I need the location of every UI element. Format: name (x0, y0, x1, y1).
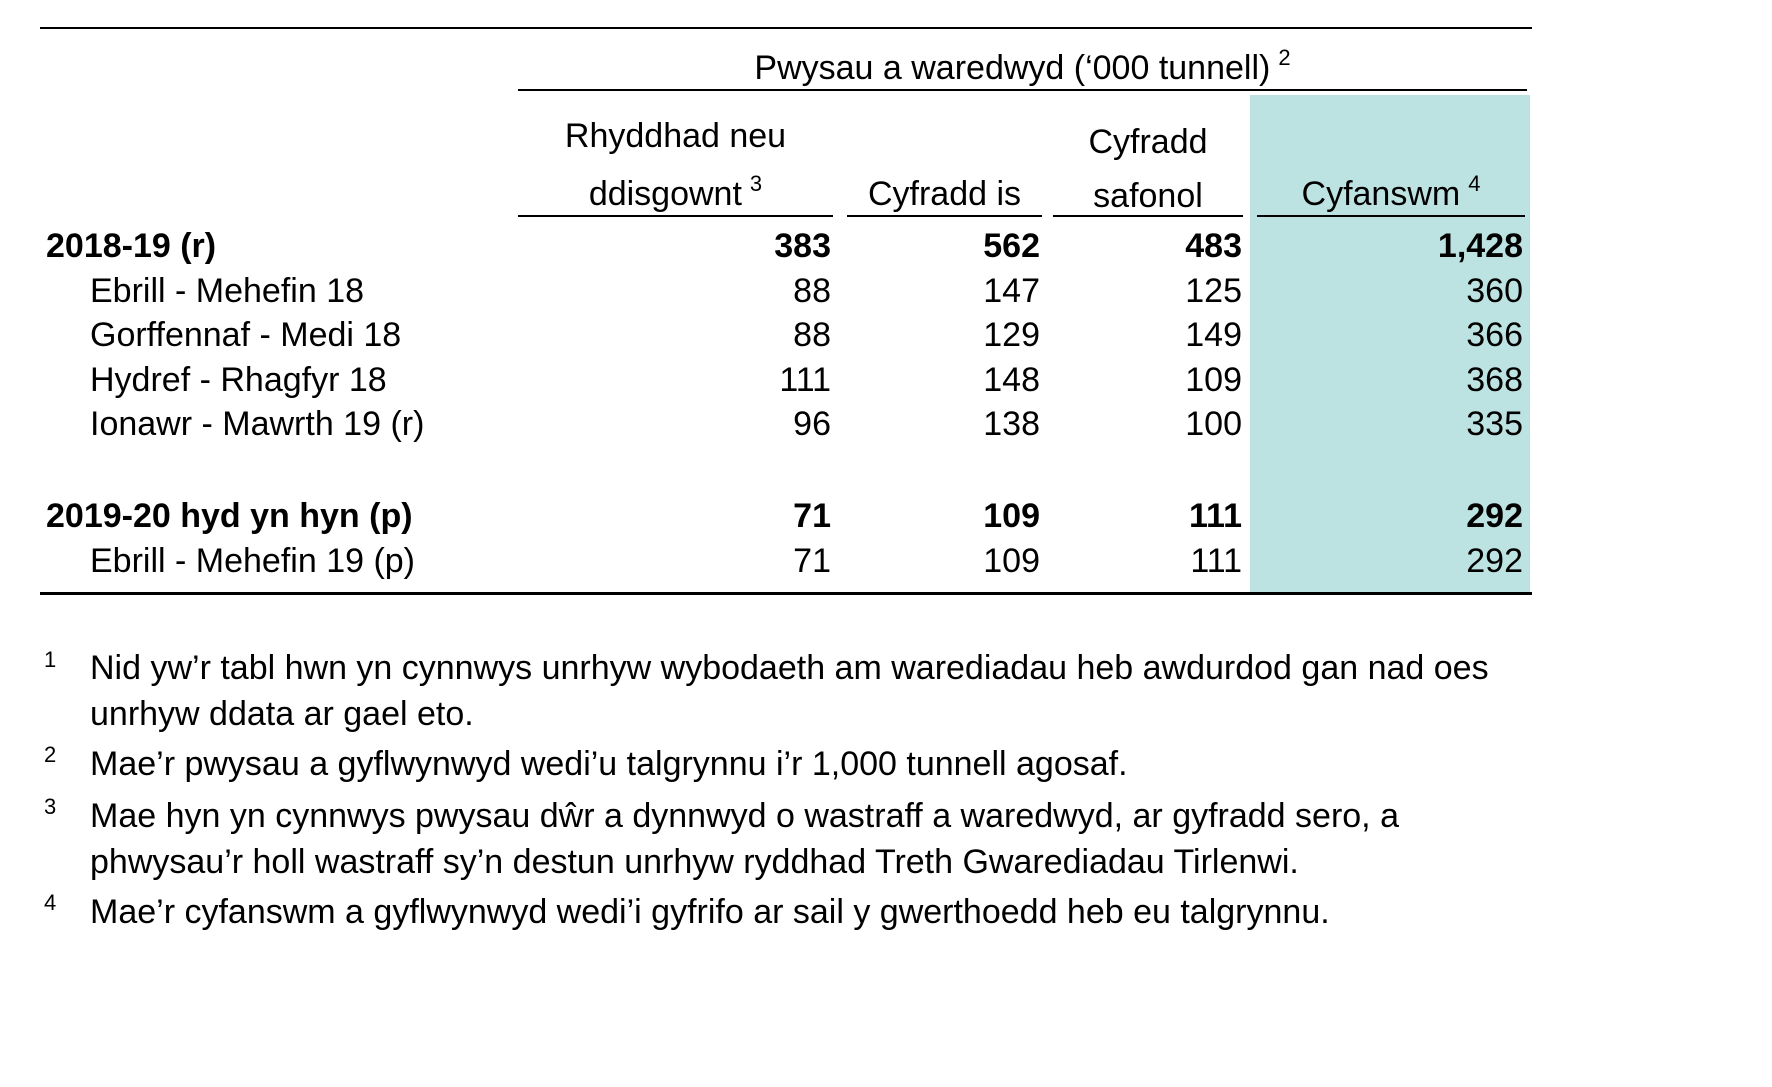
column-header-line1: Rhyddhad neu (564, 117, 787, 155)
row-label: Ionawr - Mawrth 19 (r) (90, 405, 425, 443)
table-top-rule (40, 27, 1532, 29)
row-label: Hydref - Rhagfyr 18 (90, 361, 387, 399)
cell-relief: 71 (793, 497, 831, 535)
footnote-ref: 4 (1468, 171, 1481, 196)
cell-relief: 383 (774, 227, 831, 265)
footnote-ref: 3 (749, 171, 763, 196)
row-label: 2018-19 (r) (46, 227, 217, 265)
group-header (518, 44, 1527, 92)
cell-total: 368 (1466, 361, 1523, 399)
cell-total: 292 (1466, 542, 1523, 580)
cell-standard-rate: 125 (1185, 272, 1242, 310)
column-header-line2: ddisgownt (588, 175, 742, 213)
cell-standard-rate: 149 (1185, 316, 1242, 354)
column-header-line2: Cyfradd is (867, 175, 1022, 213)
row-label: 2019-20 hyd yn hyn (p) (46, 497, 413, 535)
footnote-ref: 2 (1278, 45, 1291, 70)
column-header-relief (518, 107, 833, 223)
row-label: Ebrill - Mehefin 18 (90, 272, 365, 310)
cell-relief: 96 (793, 405, 831, 443)
cell-total: 335 (1466, 405, 1523, 443)
footnote-number: 3 (44, 794, 57, 819)
footnote-number: 4 (44, 890, 57, 915)
table-bottom-rule (40, 592, 1532, 595)
footnote-text: Mae’r cyfanswm a gyflwynwyd wedi’i gyfrifo ar sail y gwerthoedd heb eu talgrynnu. (90, 893, 1330, 931)
cell-total: 366 (1466, 316, 1523, 354)
column-header-line2: Cyfanswm (1301, 175, 1461, 213)
cell-standard-rate: 483 (1185, 227, 1242, 265)
group-header-label: Pwysau a waredwyd (‘000 tunnell) (754, 49, 1271, 87)
footnote-text: Mae hyn yn cynnwys pwysau dŵr a dynnwyd o wastraff a waredwyd, ar gyfradd sero, a phwysau’r holl wastraff sy’n destun unrhyw ryddhad Treth Gwarediadau Tirlenwi. (90, 797, 1399, 881)
cell-lower-rate: 138 (983, 405, 1040, 443)
cell-relief: 71 (793, 542, 831, 580)
cell-lower-rate: 129 (983, 316, 1040, 354)
cell-relief: 111 (779, 361, 831, 399)
cell-lower-rate: 109 (983, 497, 1040, 535)
cell-lower-rate: 148 (983, 361, 1040, 399)
cell-standard-rate: 100 (1185, 405, 1242, 443)
column-header-line1 (1257, 107, 1525, 165)
column-header-lower-rate (847, 107, 1042, 223)
cell-relief: 88 (793, 272, 831, 310)
column-header-line1 (847, 107, 1042, 165)
column-header-total (1257, 107, 1525, 223)
cell-total: 1,428 (1437, 227, 1523, 265)
cell-total: 292 (1466, 497, 1523, 535)
cell-lower-rate: 147 (983, 272, 1040, 310)
cell-lower-rate: 562 (983, 227, 1040, 265)
footnote-text: Mae’r pwysau a gyflwynwyd wedi’u talgrynnu i’r 1,000 tunnell agosaf. (90, 745, 1128, 783)
row-label: Ebrill - Mehefin 19 (p) (90, 542, 416, 580)
cell-total: 360 (1466, 272, 1523, 310)
cell-standard-rate: 109 (1185, 361, 1242, 399)
footnote-number: 2 (44, 742, 57, 767)
cell-standard-rate: 111 (1189, 497, 1242, 535)
column-header-standard-rate (1053, 117, 1243, 225)
cell-relief: 88 (793, 316, 831, 354)
cell-lower-rate: 109 (983, 542, 1040, 580)
row-label: Gorffennaf - Medi 18 (90, 316, 402, 354)
footnote-number: 1 (44, 647, 57, 672)
column-header-line2: safonol (1093, 177, 1203, 215)
column-header-line1: Cyfradd (1088, 123, 1208, 161)
cell-standard-rate: 111 (1190, 542, 1242, 580)
footnote-text: Nid yw’r tabl hwn yn cynnwys unrhyw wybodaeth am warediadau heb awdurdod gan nad oes unrhyw ddata ar gael eto. (90, 649, 1489, 733)
